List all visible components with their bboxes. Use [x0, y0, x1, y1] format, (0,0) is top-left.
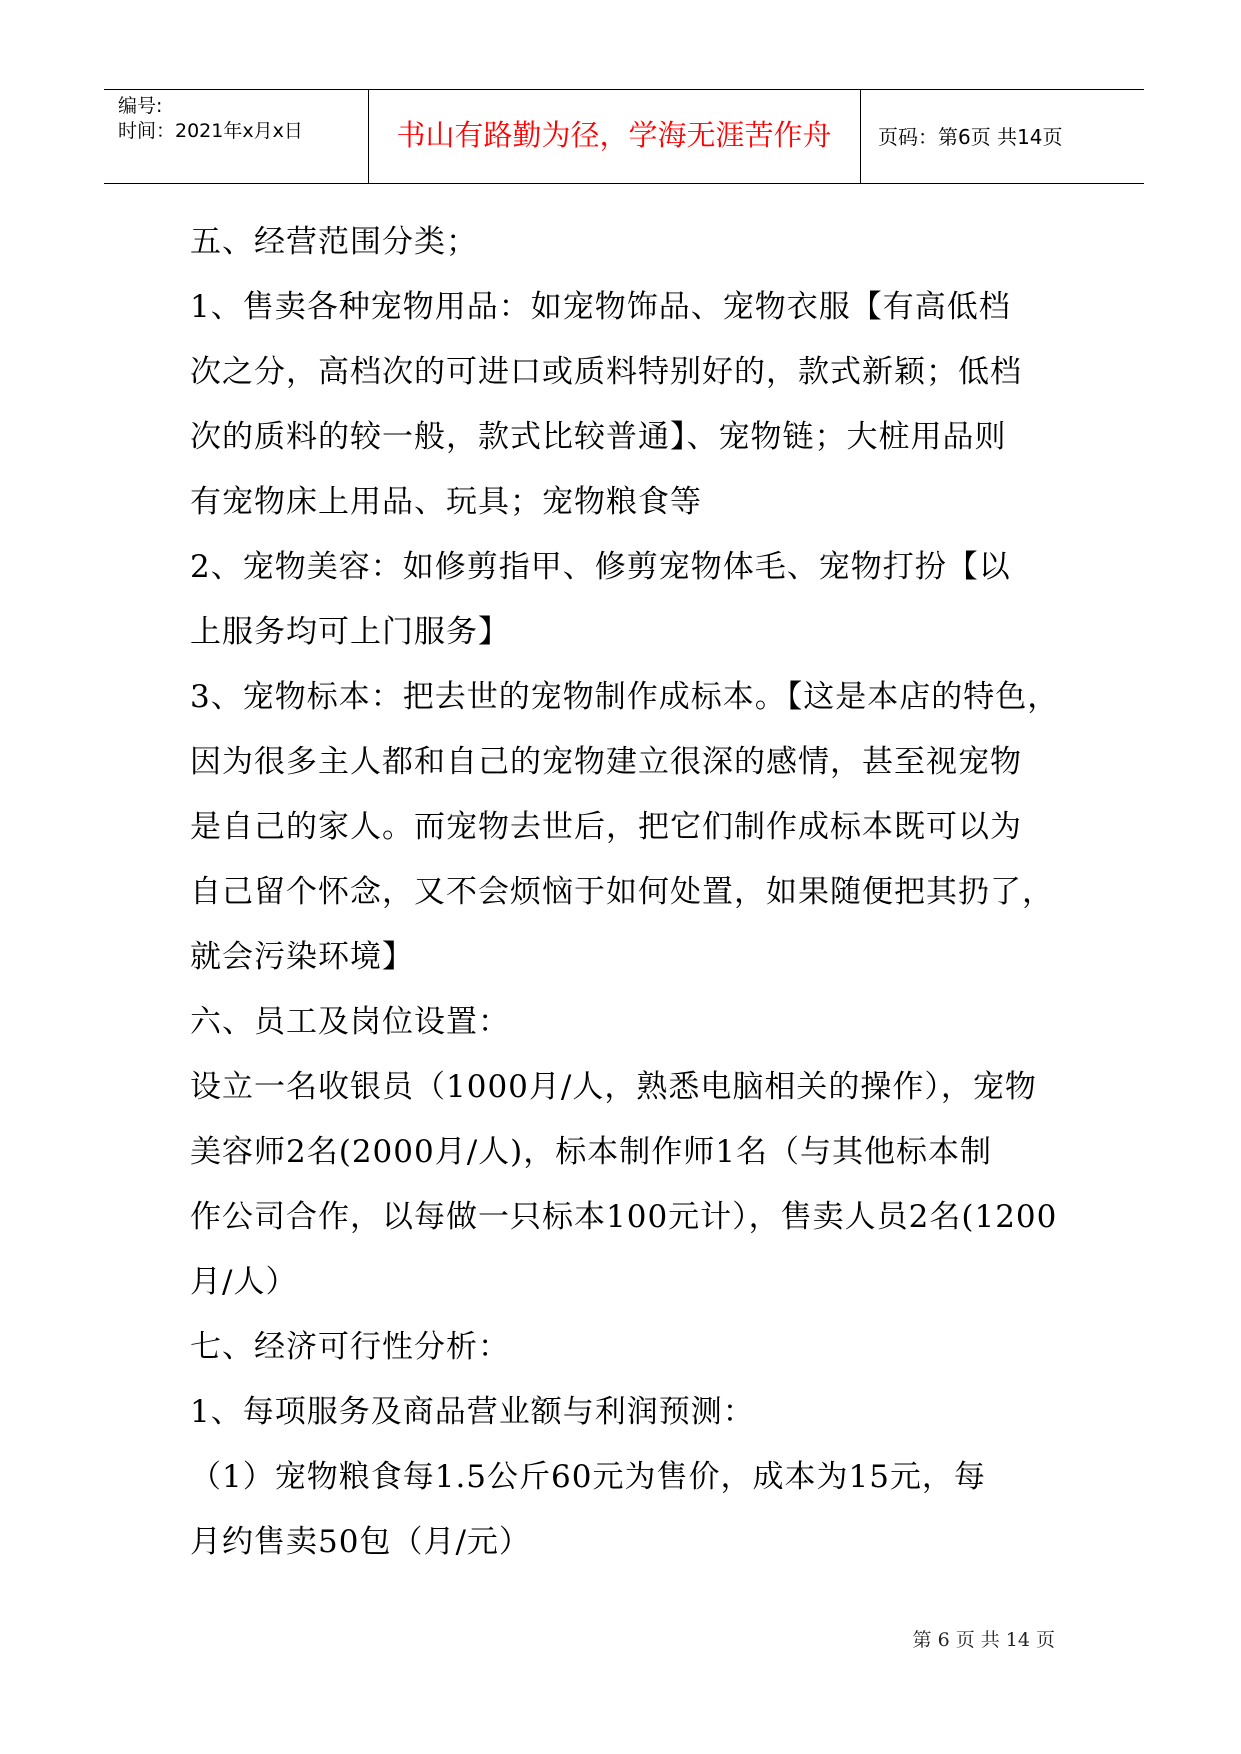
body-line: 2、宠物美容：如修剪指甲、修剪宠物体毛、宠物打扮【以 — [190, 549, 1011, 585]
header-page-info: 页码：第6页 共14页 — [878, 125, 1063, 149]
body-line: 月/人） — [190, 1264, 298, 1300]
body-line: 次的质料的较一般，款式比较普通】、宠物链；大桩用品则 — [190, 419, 1007, 455]
body-line: 设立一名收银员（1000月/人，熟悉电脑相关的操作），宠物 — [190, 1069, 1037, 1105]
header-left-cell — [104, 90, 369, 183]
body-line: 作公司合作，以每做一只标本100元计），售卖人员2名(1200 — [190, 1199, 1058, 1235]
body-line: 五、经营范围分类； — [190, 224, 478, 260]
body-line: 1、售卖各种宠物用品：如宠物饰品、宠物衣服【有高低档 — [190, 289, 1011, 325]
body-line: 1、每项服务及商品营业额与利润预测： — [190, 1394, 755, 1430]
body-line: 月约售卖50包（月/元） — [190, 1524, 531, 1560]
body-line: （1）宠物粮食每1.5公斤60元为售价，成本为15元，每 — [190, 1459, 986, 1495]
document-body — [190, 210, 1058, 1575]
page-footer: 第 6 页 共 14 页 — [912, 1629, 1055, 1651]
body-line: 自己留个怀念，又不会烦恼于如何处置，如果随便把其扔了， — [190, 874, 1054, 910]
body-line: 因为很多主人都和自己的宠物建立很深的感情，甚至视宠物 — [190, 744, 1022, 780]
body-line: 就会污染环境】 — [190, 939, 414, 975]
body-line: 上服务均可上门服务】 — [190, 614, 510, 650]
header-middle-cell — [368, 90, 861, 183]
page-header — [104, 89, 1144, 184]
document-time-label: 时间：2021年x月x日 — [118, 120, 303, 142]
body-line: 七、经济可行性分析： — [190, 1329, 510, 1365]
body-line: 次之分，高档次的可进口或质料特别好的，款式新颖；低档 — [190, 354, 1022, 390]
document-number-label: 编号: — [118, 95, 163, 117]
header-motto: 书山有路勤为径，学海无涯苦作舟 — [396, 118, 832, 152]
body-line: 美容师2名(2000月/人)，标本制作师1名（与其他标本制 — [190, 1134, 992, 1170]
body-line: 3、宠物标本：把去世的宠物制作成标本。【这是本店的特色， — [190, 679, 1060, 715]
body-line: 六、员工及岗位设置： — [190, 1004, 510, 1040]
header-right-cell — [860, 90, 1144, 183]
body-line: 有宠物床上用品、玩具；宠物粮食等 — [190, 484, 702, 520]
body-line: 是自己的家人。而宠物去世后，把它们制作成标本既可以为 — [190, 809, 1022, 845]
